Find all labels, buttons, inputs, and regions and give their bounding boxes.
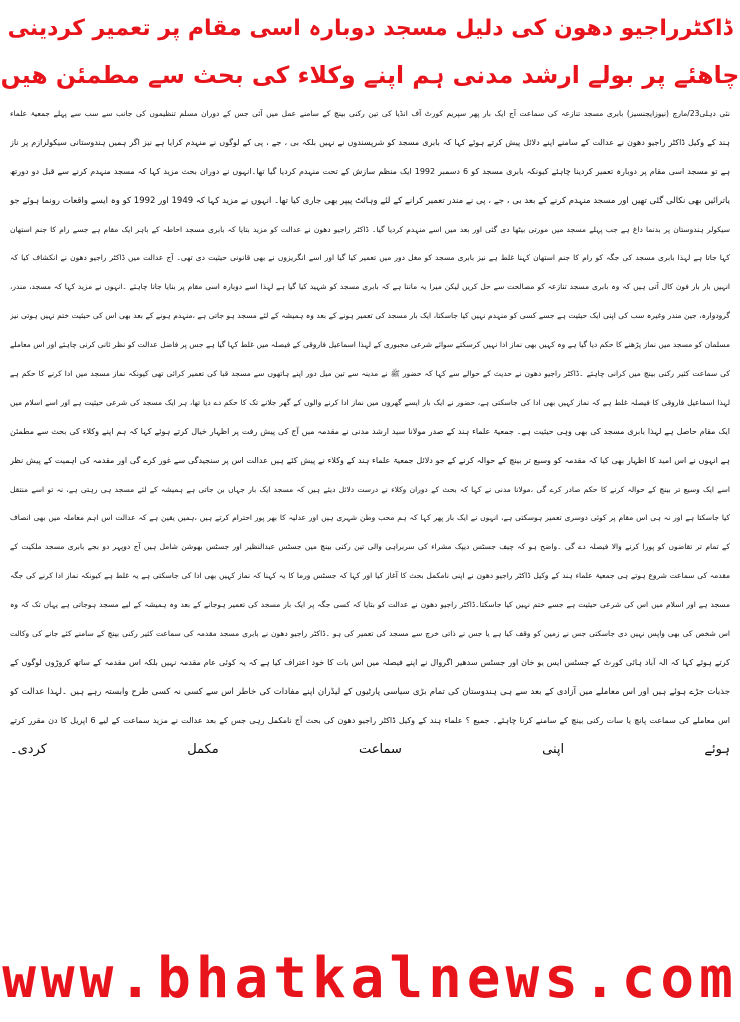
article-line: سیکولر ہندوستان پر بدنما داغ ہے جب پہلے مسجد میں مورتی بیٹھا دی گئی اور بعد میں اسے منہدم کردیا گیا۔ ڈاکٹر راجیو دھون نے عدالت کو مزید بتایا کہ بابری مسجد احاطہ کے باہر ایک مقام ہے جسے رام کا جنم استھان — [10, 224, 730, 234]
article-line-last — [10, 764, 730, 793]
article-line: ہے تو مسجد اسی مقام پر دوبارہ تعمیر کردینا چاہئے کیونکہ بابری مسجد کو 6 دسمبر 1992 ایک منظم سازش کے تحت منہدم کردیا گیا تھا۔انہوں نے دوران بحث مزید کہا کہ مسجد منہدم کرنے سے قبل دو دورتھ — [10, 166, 730, 176]
article-line: مسلمان کو مسجد میں نماز پڑھنے کا حکم دیا گیا ہے وہ کہیں بھی نماز ادا نہیں کرسکتے سوائے شرعی مجبوری کے لہذا اسماعیل فاروقی کے فیصلہ میں غلط کہا گیا ہے جس پر فاضل عدالت کو نظر ثانی کرنی چاہئے اور اس معاملے — [10, 340, 730, 350]
article-line: ایک مقام حاصل ہے لہذا بابری مسجد کی بھی وہی حیثیت ہے۔ جمعیۃ علماء ہند کے صدر مولانا سید ارشد مدنی نے مقدمہ میں آج کی پیش رفت پر اظہار خیال کرتے ہوئے کہا کہ ہم اپنے وکلاء کی بحث سے مطمئن — [10, 426, 730, 436]
article-body — [10, 100, 730, 880]
article-line: اسے ایک وسیع تر بینچ کے حوالہ کرنے کا حکم صادر کرے گی ،مولانا مدنی نے کہا کہ بحث کے دوران وکلاء نے درست دلائل دیئے ہیں کہ مسجد ایک بار جہاں بن جاتی ہے ہمیشہ کے لئے مسجد ہی رہتی ہے، نہ تو اسے منتقل — [10, 484, 730, 494]
article-line: کی سماعت کثیر رکنی بینچ میں کرانی چاہئے ۔ڈاکٹر راجیو دھون نے حدیث کے حوالے سے کہا کہ حضور ﷺ نے مدینہ سے تین میل دور اپنے ہاتھوں سے مسجد قبا کی تعمیر کرائی تھی کیونکہ نماز مسجد میں ادا کرنے کا حکم ہے — [10, 369, 730, 379]
headline-line-2: چاھئے پر بولے ارشد مدنی ہم اپنے وکلاء کی بحث سے مطمئن ھیں — [0, 61, 740, 89]
article-line: انہیں بار بار فون کال آتی ہیں کہ وہ بابری مسجد تنازعہ کو مصالحت سے حل کریں لیکن میرا یہ ماننا ہے کہ بابری مسجد کو شہید کیا گیا ہے لہذا اسے دوبارہ اسی مقام پر بنایا جانا چاہئے ۔انہوں نے مزید کہا کہ مسجد، مندر، — [10, 282, 730, 292]
article-line: گرودوارہ، جین مندر وغیرہ سب کی اپنی ایک حیثیت ہے جسے کسی کو منہدم نہیں کیا جاسکتا، ایک بار مسجد کی تعمیر ہونے کے بعد وہ ہمیشہ کے لئے مسجد ہو جاتی ہے ،منہدم ہونے کے بعد بھی اس کی حیثیت ختم نہیں ہوتی نیز — [10, 311, 730, 321]
website-watermark: www.bhatkalnews.com — [2, 946, 738, 1011]
article-line: ہند کے وکیل ڈاکٹر راجیو دھون نے عدالت کے سامنے اپنے دلائل پیش کرتے ہوئے کہا کہ بابری مسجد کو شرپسندوں نے نہیں بلکہ بی ، جے ، پی کے لوگوں نے منہدم کرایا ہے نیز اگر ہمیں ہندوستانی سیکولرازم پر ناز — [10, 137, 730, 147]
article-line: اس شخص کی بھی واپس نہیں دی جاسکتی جس نے زمین کو وقف کیا ہے یا جس نے ذاتی خرچ سے مسجد کی تعمیر کی ہو ۔ڈاکٹر راجیو دھون نے بابری مسجد مقدمہ کی سماعت کثیر رکنی بینچ کے سامنے کئے جانے کی وکالت — [10, 629, 730, 639]
article-line: کیا جاسکتا ہے اور نہ ہی اس مقام پر کوئی دوسری تعمیر ہوسکتی ہے، انہوں نے ایک بار پھر کہا کہ ہم محب وطن شہری ہیں اور عدلیہ کا بھر پور احترام کرتے ہیں ،ہمیں یقین ہے کہ عدالت اس اہم معاملہ میں بھی انصاف — [10, 513, 730, 523]
article-line: کہا جاتا ہے لہذا بابری مسجد کی جگہ کو رام کا جنم استھان کہنا غلط ہے نیز بابری مسجد کو مغل دور میں تعمیر کیا گیا اور اسے انگریزوں نے بھی قانونی حیثیت دی تھی۔ آج عدالت میں ڈاکٹر راجیو دھون نے انکشاف کیا کہ — [10, 253, 730, 263]
article-line: مسجد ہے اور اسلام میں اس کی شرعی حیثیت ہے جسے ختم نہیں کیا جاسکتا۔ڈاکٹر راجیو دھون نے عدالت کو بتایا کہ کسی جگہ پر ایک بار مسجد کی تعمیر ہوجانے کے بعد وہ ہمیشہ کے لیے مسجد ہوجاتی ہے یہاں تک کہ وہ — [10, 600, 730, 610]
article-line: اس معاملے کی سماعت پانچ یا سات رکنی بینچ کے سامنے کرنا چاہئے۔ جمیع ؟ علماء ہند کے وکیل ڈاکٹر راجیو دھون کی بحث آج نامکمل رہی جس کے بعد عدالت نے مزید سماعت کے لیے 6 اپریل کا دن مقرر کرتے — [10, 715, 730, 725]
headline-line-1: ڈاکٹرراجیو دھون کی دلیل مسجد دوبارہ اسی مقام پر تعمیر کردینی — [7, 16, 733, 41]
article-line: کے تمام تر تقاضوں کو پورا کرنے والا فیصلہ دے گی ۔واضح ہو کہ چیف جسٹس دیپک مشراء کی سربراہی والی تین رکنی بینچ میں جسٹس عبدالنظیر اور جسٹس بھوشن شامل ہیں آج دوپہر دو بجے بابری مسجد ملکیت کے — [10, 542, 730, 552]
article-line: جذبات جڑے ہوئے ہیں اور اس معاملے میں آزادی کے بعد سے ہی ہندوستان کی تمام بڑی سیاسی پارٹیوں کے لیڈران اپنے مفادات کی خاطر اس سے کسی نہ کسی طرح وابستہ رہے ہیں ۔لہذا عدالت کو — [10, 686, 730, 697]
article-line: نئی دہلی23/مارچ (نیوزایجنسیز) بابری مسجد تنازعہ کی سماعت آج ایک بار پھر سپریم کورٹ آف انڈیا کی تین رکنی بینچ کے سامنے عمل میں آئی جس کے دوران مسلم تنظیموں کی جانب سے سب سے پہلے جمعیۃ علماء — [10, 109, 730, 118]
article-line: ہے انہوں نے اس امید کا اظہار بھی کیا کہ مقدمہ کو وسیع تر بینچ کے حوالہ کرنے کے جو دلائل جمعیۃ علماء ہند کے وکلاء نے پیش کئے ہیں عدالت اس پر سنجیدگی سے غور کرے گی اور مقدمہ کی اہمیت کے پیش نظر — [10, 455, 730, 465]
article-line: یاترائیں بھی نکالی گئی تھیں اور مسجد منہدم کرنے کے بعد بی ، جے ، پی نے مندر تعمیر کرانے کے لئے وہائٹ پیپر بھی جاری کیا تھا۔ انہوں نے مزید کہا کہ 1949 اور 1992 کو وہ ایسے واقعات رونما ہوئے جو — [10, 195, 730, 206]
article-line: کرتے ہوئے کہا کہ الہ آباد ہائی کورٹ کے جسٹس ایس یو خان اور جسٹس سدھیر اگروال نے اپنے فیصلہ میں اس بات کا خود اعتراف کیا ہے کہ یہ کوئی عام مقدمہ نہیں بلکہ اس مقدمہ کے ساتھ کروڑوں لوگوں کے — [10, 657, 730, 667]
article-line: مقدمہ کی سماعت شروع ہوتے ہی جمعیۃ علماء ہند کے وکیل ڈاکٹر راجیو دھون نے اپنی نامکمل بحث کا آغاز کیا اور کہا کہ جسٹس ورما کا یہ کہنا کہ نماز کہیں بھی ادا کی جاسکتی ہے یہ غلط ہے کیونکہ نماز ادا کرنے کی جگہ — [10, 571, 730, 581]
article-line: لہذا اسماعیل فاروقی کا فیصلہ غلط ہے کہ نماز کہیں بھی ادا کی جاسکتی ہے، حضور نے ایک بار ایسے گھروں میں نماز ادا کرنے والوں کے گھر جلانے تک کا حکم دے دیا تھا، ہر ایک مسجد کی شرعی حیثیت ہے اور اسے اسلام میں — [10, 397, 730, 407]
article-line: ہوئے اپنی سماعت مکمل کردی۔ — [10, 741, 730, 757]
